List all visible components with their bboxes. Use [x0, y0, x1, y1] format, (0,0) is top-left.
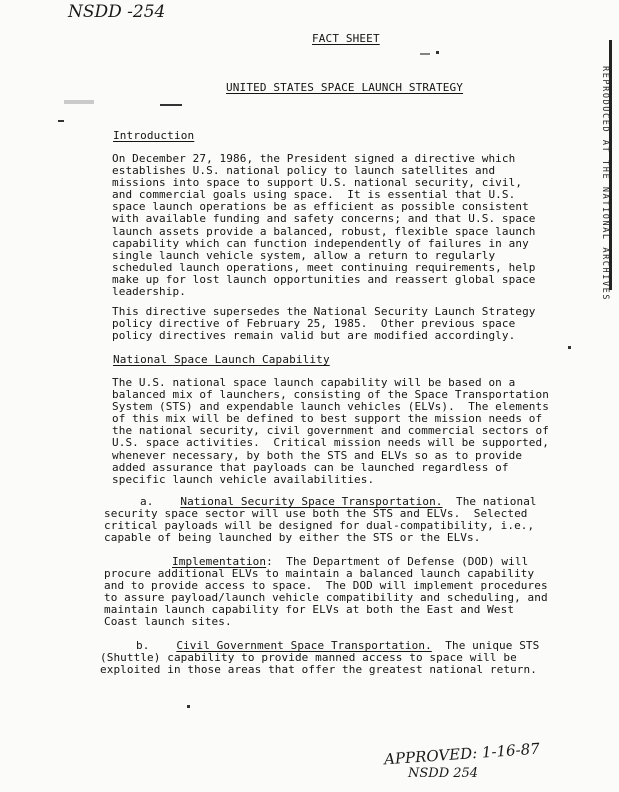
paragraph-line: single launch vehicle system, allow a return to regularly [112, 248, 496, 262]
paragraph-line: security space sector will use both the STS and ELVs. Selected [104, 507, 528, 521]
paragraph-line: balanced mix of launchers, consisting of the Space Transportation [112, 388, 549, 402]
paragraph-line: missions into space to support U.S. national security, civil, [112, 176, 523, 190]
paragraph-line: critical payloads will be designed for dual-compatibility, i.e., [104, 519, 535, 533]
paragraph-line: to assure payload/launch vehicle compatibility and scheduling, and [104, 591, 548, 605]
paragraph-line: U.S. space activities. Critical mission needs will be supported, [112, 436, 549, 450]
paragraph-line: added assurance that payloads can be launched regardless of [112, 460, 509, 474]
capability-paragraph [112, 377, 549, 486]
section-b-spacer [149, 639, 176, 652]
paragraph-line: (Shuttle) capability to provide manned access to space will be [100, 651, 517, 665]
archives-stamp-text: REPRODUCED AT THE NATIONAL ARCHIVES [600, 66, 610, 302]
introduction-paragraph [112, 153, 536, 298]
paragraph-line: capability which can function independently of failures in any [112, 236, 529, 250]
scan-mark [160, 104, 182, 106]
capability-heading: National Space Launch Capability [113, 353, 330, 366]
scan-mark [187, 705, 190, 708]
scan-mark [436, 51, 439, 54]
paragraph-line: the national security, civil government and commercial sectors of [112, 424, 549, 438]
paragraph-line: exploited in those areas that offer the greatest national return. [100, 663, 537, 677]
implementation-heading: Implementation [172, 555, 267, 568]
paragraph-line: capable of being launched by either the STS or the ELVs. [104, 531, 481, 545]
paragraph-line: policy directives remain valid but are modified accordingly. [112, 329, 516, 343]
paragraph-line: maintain launch capability for ELVs at both the East and West [104, 603, 515, 617]
paragraph-line: scheduled launch operations, meet continuing requirements, help [112, 260, 536, 274]
paragraph-line: with available funding and safety concerns; and that U.S. space [112, 212, 536, 226]
paragraph-line: System (STS) and expendable launch vehicles (ELVs). The elements [112, 400, 549, 414]
section-b-paragraph [100, 640, 539, 676]
handwritten-approval: APPROVED: 1-16-87 [383, 739, 541, 769]
paragraph-line: On December 27, 1986, the President signed a directive which [112, 152, 516, 165]
paragraph-line: Coast launch sites. [104, 615, 232, 629]
section-b-heading: Civil Government Space Transportation. [176, 639, 432, 652]
paragraph-line: procure additional ELVs to maintain a balanced launch capability [104, 567, 535, 581]
supersede-paragraph [112, 306, 536, 342]
paragraph-line: and commercial goals using space. It is essential that U.S. [112, 188, 516, 202]
paragraph-line: make up for lost launch opportunities and reassert global space [112, 272, 536, 286]
section-a-first-rest: The national [442, 495, 537, 508]
scan-mark [420, 53, 430, 55]
implementation-first-rest: : The Department of Defense (DOD) will [266, 555, 529, 568]
section-b-first-rest: The unique STS [431, 639, 540, 652]
paragraph-line: leadership. [112, 285, 186, 299]
scan-smudge [64, 100, 94, 104]
section-a-spacer [153, 495, 180, 508]
section-a-paragraph [104, 496, 537, 544]
section-b-label: b. [136, 639, 150, 652]
handwritten-nsdd-label: NSDD -254 [68, 2, 166, 22]
section-a-label: a. [140, 495, 154, 508]
section-a-heading: National Security Space Transportation. [180, 495, 443, 508]
paragraph-line: and to provide access to space. The DOD will implement procedures [104, 579, 548, 593]
paragraph-line: whenever necessary, by both the STS and ELVs so as to provide [112, 448, 523, 462]
paragraph-line: The U.S. national space launch capability will be based on a [112, 376, 516, 389]
paragraph-line: of this mix will be defined to best support the mission needs of [112, 412, 543, 426]
scan-mark [568, 346, 571, 349]
archives-stamp [592, 40, 612, 302]
introduction-heading: Introduction [113, 129, 195, 142]
paragraph-line: specific launch vehicle availabilities. [112, 472, 375, 486]
fact-sheet-heading: FACT SHEET [312, 32, 380, 45]
implementation-paragraph [104, 556, 548, 629]
paragraph-line: policy directive of February 25, 1985. Other previous space [112, 317, 516, 331]
document-title: UNITED STATES SPACE LAUNCH STRATEGY [226, 81, 464, 94]
paragraph-line: establishes U.S. national policy to launch satellites and [112, 164, 496, 178]
paragraph-line: This directive supersedes the National Security Launch Strategy [112, 305, 536, 318]
handwritten-nsdd-number: NSDD 254 [408, 766, 479, 781]
paragraph-line: space launch operations be as efficient as possible consistent [112, 200, 529, 214]
scan-mark [58, 120, 64, 122]
paragraph-line: launch assets provide a balanced, robust, flexible space launch [112, 224, 536, 238]
